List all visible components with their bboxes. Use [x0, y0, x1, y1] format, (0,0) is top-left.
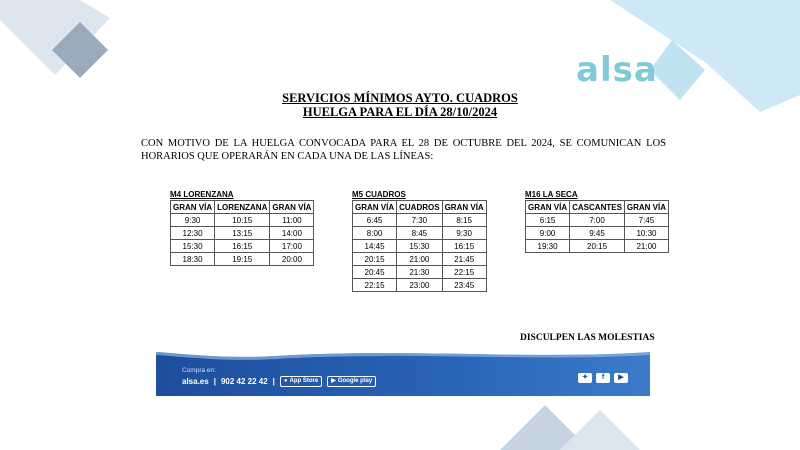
apology-text: DISCULPEN LAS MOLESTIAS	[520, 333, 655, 343]
table-row	[171, 240, 314, 253]
table-row	[353, 253, 487, 266]
time-cell: 21:30	[397, 266, 442, 279]
time-cell: 8:00	[353, 227, 397, 240]
time-cell: 20:15	[353, 253, 397, 266]
time-cell: 23:45	[442, 279, 486, 292]
column-header: CASCANTES	[570, 201, 625, 214]
time-cell: 12:30	[171, 227, 215, 240]
schedule-table	[525, 200, 669, 253]
google-play-label: Google play	[337, 378, 373, 384]
time-cell: 22:15	[353, 279, 397, 292]
schedule-table	[352, 200, 487, 292]
time-cell: 17:00	[270, 240, 314, 253]
table-row	[353, 279, 487, 292]
table-row	[526, 227, 669, 240]
time-cell: 18:30	[171, 253, 215, 266]
time-cell: 20:00	[270, 253, 314, 266]
time-cell: 7:30	[397, 214, 442, 227]
phone-number: 902 42 22 42	[220, 377, 268, 386]
facebook-icon[interactable]: f	[596, 373, 610, 383]
table-row	[353, 227, 487, 240]
title-line-1: SERVICIOS MÍNIMOS AYTO. CUADROS	[282, 91, 518, 105]
social-icons	[578, 373, 628, 383]
google-play-badge[interactable]	[327, 376, 376, 387]
time-cell: 10:30	[624, 227, 668, 240]
separator: |	[272, 377, 275, 386]
youtube-icon[interactable]: ▶	[614, 373, 628, 383]
time-cell: 19:15	[215, 253, 270, 266]
column-header: GRAN VÍA	[171, 201, 215, 214]
column-header: GRAN VÍA	[624, 201, 668, 214]
separator: |	[213, 377, 216, 386]
footer-contact-row	[182, 376, 376, 387]
alsa-logo: alsa	[576, 50, 658, 90]
time-cell: 21:00	[624, 240, 668, 253]
time-cell: 9:30	[442, 227, 486, 240]
column-header: GRAN VÍA	[526, 201, 570, 214]
footer-banner	[156, 346, 650, 396]
time-cell: 13:15	[215, 227, 270, 240]
time-cell: 11:00	[270, 214, 314, 227]
line-m4-block	[170, 189, 314, 266]
column-header: LORENZANA	[215, 201, 270, 214]
table-row	[353, 214, 487, 227]
time-cell: 9:30	[171, 214, 215, 227]
column-header: GRAN VÍA	[353, 201, 397, 214]
twitter-icon[interactable]: ✦	[578, 373, 592, 383]
time-cell: 7:45	[624, 214, 668, 227]
line-m16-block	[525, 189, 669, 253]
time-cell: 9:00	[526, 227, 570, 240]
time-cell: 9:45	[570, 227, 625, 240]
time-cell: 14:45	[353, 240, 397, 253]
time-cell: 14:00	[270, 227, 314, 240]
website-link[interactable]: alsa.es	[182, 377, 209, 386]
column-header: GRAN VÍA	[270, 201, 314, 214]
table-row	[171, 227, 314, 240]
buy-label: Compra en:	[182, 367, 216, 374]
document-title	[0, 91, 800, 119]
time-cell: 15:30	[171, 240, 215, 253]
line-m5-block	[352, 189, 487, 292]
play-icon: ▶	[331, 378, 336, 384]
line-name: M5 CUADROS	[352, 190, 406, 199]
time-cell: 6:15	[526, 214, 570, 227]
time-cell: 15:30	[397, 240, 442, 253]
deco-diamond-bottom-right	[560, 410, 640, 450]
table-row	[353, 266, 487, 279]
app-store-label: App Store	[289, 378, 319, 384]
wave-decoration	[156, 346, 650, 362]
time-cell: 10:15	[215, 214, 270, 227]
time-cell: 6:45	[353, 214, 397, 227]
time-cell: 16:15	[442, 240, 486, 253]
column-header: GRAN VÍA	[442, 201, 486, 214]
line-name: M16 LA SECA	[525, 190, 578, 199]
line-name: M4 LORENZANA	[170, 190, 234, 199]
time-cell: 20:15	[570, 240, 625, 253]
table-row	[171, 253, 314, 266]
table-row	[526, 214, 669, 227]
column-header: CUADROS	[397, 201, 442, 214]
app-store-badge[interactable]	[280, 376, 322, 387]
table-row	[353, 240, 487, 253]
time-cell: 22:15	[442, 266, 486, 279]
time-cell: 20:45	[353, 266, 397, 279]
time-cell: 16:15	[215, 240, 270, 253]
time-cell: 21:45	[442, 253, 486, 266]
apple-icon: ●	[283, 378, 288, 384]
table-row	[526, 240, 669, 253]
intro-paragraph: CON MOTIVO DE LA HUELGA CONVOCADA PARA EL 28 DE OCTUBRE DEL 2024, SE COMUNICAN LOS HORARIOS QUE OPERARÁN EN CADA UNA DE LAS LÍNEAS:	[141, 138, 666, 162]
table-row	[171, 214, 314, 227]
schedule-table	[170, 200, 314, 266]
time-cell: 8:15	[442, 214, 486, 227]
time-cell: 8:45	[397, 227, 442, 240]
title-line-2: HUELGA PARA EL DÍA 28/10/2024	[302, 105, 498, 119]
time-cell: 7:00	[570, 214, 625, 227]
time-cell: 21:00	[397, 253, 442, 266]
time-cell: 19:30	[526, 240, 570, 253]
time-cell: 23:00	[397, 279, 442, 292]
